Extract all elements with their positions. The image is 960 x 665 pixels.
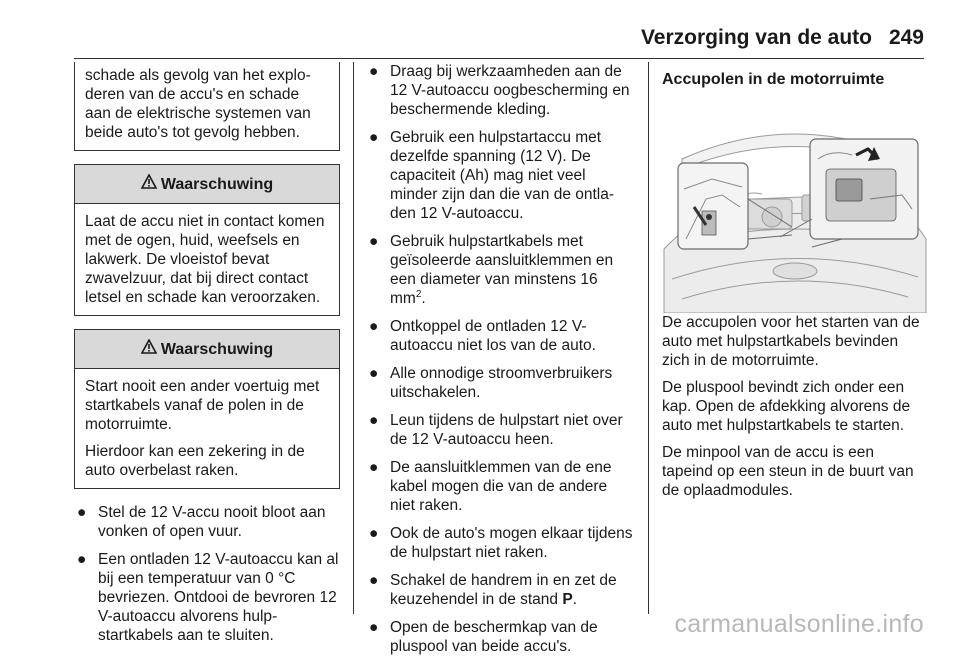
- warning-continued-text: schade als gevolg van het exploderen van de accu's en schade aan de elektrische systemen van beide auto's tot gevolg hebben.: [85, 67, 311, 141]
- bullet-icon: ●: [369, 525, 379, 542]
- bullet-icon: ●: [369, 365, 379, 382]
- watermark: carmanualsonline.info: [674, 610, 924, 638]
- column-divider-2: [648, 62, 649, 614]
- list-item: ● Gebruik een hulpstartaccu met dezelfde spanning (12 V). De capaciteit (Ah) mag niet veel minder zijn dan die van de ontladen 12 V-autoaccu.: [369, 129, 615, 222]
- bullet-icon: ●: [369, 233, 379, 250]
- warning-text-2a: Start nooit een ander voertuig met startkabels vanaf de polen in de motorruimte.: [85, 378, 320, 433]
- warning-text-2b: Hierdoor kan een zekering in de auto overbelast raken.: [85, 443, 305, 479]
- header-rule: [74, 58, 924, 59]
- warning-title-1: Waarschuwing: [160, 175, 274, 193]
- warning-triangle-icon: [141, 339, 157, 359]
- bullet-icon: ●: [369, 63, 379, 80]
- bullet-icon: ●: [369, 129, 379, 146]
- list-item: ● Alle onnodige stroomverbruikers uitschakelen.: [369, 365, 613, 401]
- column-left: [74, 62, 340, 654]
- column-right: [662, 62, 928, 508]
- warning-continued-box: [74, 62, 340, 151]
- page-header-title: Verzorging van de auto: [640, 26, 872, 49]
- bullet-list-left: [74, 503, 340, 645]
- column-middle: [366, 62, 634, 665]
- bullet-icon: ●: [77, 504, 87, 521]
- engine-bay-illustration: [662, 99, 928, 313]
- bullet-list-middle: [366, 62, 634, 656]
- bullet-icon: ●: [77, 551, 87, 568]
- paragraph: De minpool van de accu is een tapeind op een steun in de buurt van de oplaadmodules.: [662, 444, 914, 499]
- list-item: ● Open de beschermkap van de pluspool van beide accu's.: [369, 619, 598, 655]
- warning-header-1: [75, 165, 339, 204]
- list-item: ● De aansluitklemmen van de ene kabel mogen die van de andere niet raken.: [369, 459, 612, 514]
- column-divider-1: [353, 62, 354, 614]
- list-item: ● Draag bij werkzaamheden aan de 12 V-autoaccu oogbescherming en beschermende kleding.: [369, 63, 630, 118]
- warning-title-2: Waarschuwing: [160, 340, 274, 358]
- bullet-icon: ●: [369, 572, 379, 589]
- bullet-icon: ●: [369, 318, 379, 335]
- warning-triangle-icon: [141, 174, 157, 194]
- warning-box-2: [74, 329, 340, 489]
- list-item: ● Ontkoppel de ontladen 12 V-autoaccu niet los van de auto.: [369, 318, 596, 354]
- list-item: ● Een ontladen 12 V-autoaccu kan al bij een temperatuur van 0 °C bevriezen. Ontdooi de bevroren 12 V-autoaccu alvorens hulpstartkabels aan te sluiten.: [77, 551, 339, 644]
- paragraph: De accupolen voor het starten van de auto met hulpstartkabels bevinden zich in de motorruimte.: [662, 314, 920, 369]
- list-item: ● Leun tijdens de hulpstart niet over de 12 V-autoaccu heen.: [369, 412, 623, 448]
- paragraph: De pluspool bevindt zich onder een kap. Open de afdekking alvorens de auto met hulpstartkabels te starten.: [662, 379, 911, 434]
- warning-text-1: Laat de accu niet in contact komen met de ogen, huid, weefsels en lakwerk. De vloeistof bevat zwavelzuur, dat bij direct contact letsel en schade kan veroorzaken.: [85, 213, 325, 306]
- warning-box-1: [74, 164, 340, 316]
- bullet-icon: ●: [369, 459, 379, 476]
- section-title: Accupolen in de motorruimte: [662, 71, 885, 88]
- list-item: ● Schakel de handrem in en zet de keuzehendel in de stand P.: [369, 572, 617, 608]
- list-item: ● Stel de 12 V-accu nooit bloot aan vonken of open vuur.: [77, 504, 326, 540]
- list-item: ● Gebruik hulpstartkabels met geïsoleerde aansluitklemmen en een diameter van minstens 16 $mm^2$.: [369, 233, 614, 307]
- warning-header-2: [75, 330, 339, 369]
- bullet-icon: ●: [369, 619, 379, 636]
- bullet-icon: ●: [369, 412, 379, 429]
- list-item: ● Ook de auto's mogen elkaar tijdens de hulpstart niet raken.: [369, 525, 633, 561]
- page-number: 249: [888, 26, 924, 49]
